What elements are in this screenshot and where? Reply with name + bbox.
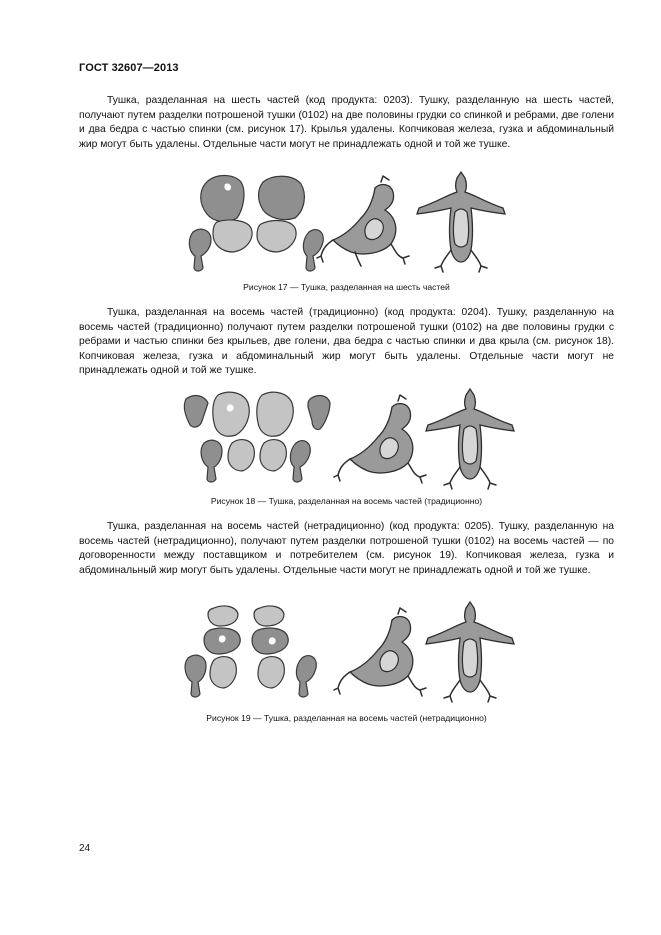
carcass-front-view (426, 602, 514, 702)
figure-19-illustration (180, 600, 520, 708)
cut-parts-group (185, 606, 316, 697)
carcass-front-view (417, 172, 505, 272)
caption-figure-17: Рисунок 17 — Тушка, разделанная на шесть частей (243, 282, 450, 292)
figure-18-illustration (180, 385, 520, 493)
paragraph-six-parts: Тушка, разделанная на шесть частей (код продукта: 0203). Тушку, разделанную на шесть частей, получают путем разделки потрошеной тушки (0102) на две половины грудки со спинкой и ребрами, две голени и два бедра с частью спинки (см. рисунок 17). Крылья удалены. Копчиковая железа, гузка и абдоминальный жир могут быть удалены. Отдельные части могут не принадлежать одной и той же тушке. (79, 95, 614, 150)
cut-parts-group (184, 392, 330, 482)
document-header: ГОСТ 32607—2013 (79, 62, 179, 74)
cut-parts-group (189, 176, 323, 272)
paragraph-eight-parts-nontraditional: Тушка, разделанная на восемь частей (нетрадиционно) (код продукта: 0205). Тушку, разделанную на восемь частей (нетрадиционно), получают путем разделки потрошеной тушки (0102) на восемь частей — по договоренности между поставщиком и потребителем (см. рисунок 19). Копчиковая железа, гузка и абдоминальный жир могут быть удалены. Отдельные части могут не принадлежать одной и той же тушке. (79, 521, 614, 576)
figure-17-illustration (185, 170, 515, 278)
caption-figure-18: Рисунок 18 — Тушка, разделанная на восемь частей (традиционно) (210, 496, 483, 506)
carcass-side-view (334, 395, 426, 483)
paragraph-eight-parts-traditional: Тушка, разделанная на восемь частей (традиционно) (код продукта: 0204). Тушку, разделанную на восемь частей (традиционно) получают путем разделки потрошеной тушки (0102) на две половины грудки с ребрами и частью спинки без крыльев, две голени, два бедра с частью спинки и два крыла (см. рисунок 18). Копчиковая железа, гузка и абдоминальный жир могут быть удалены. Отдельные части могут не принадлежать одной и той же тушке. (79, 307, 614, 377)
page-number: 24 (79, 843, 91, 854)
carcass-side-view (317, 176, 409, 266)
carcass-side-view (334, 608, 426, 696)
caption-figure-19: Рисунок 19 — Тушка, разделанная на восемь частей (нетрадиционно) (206, 713, 487, 723)
carcass-front-view (426, 389, 514, 489)
